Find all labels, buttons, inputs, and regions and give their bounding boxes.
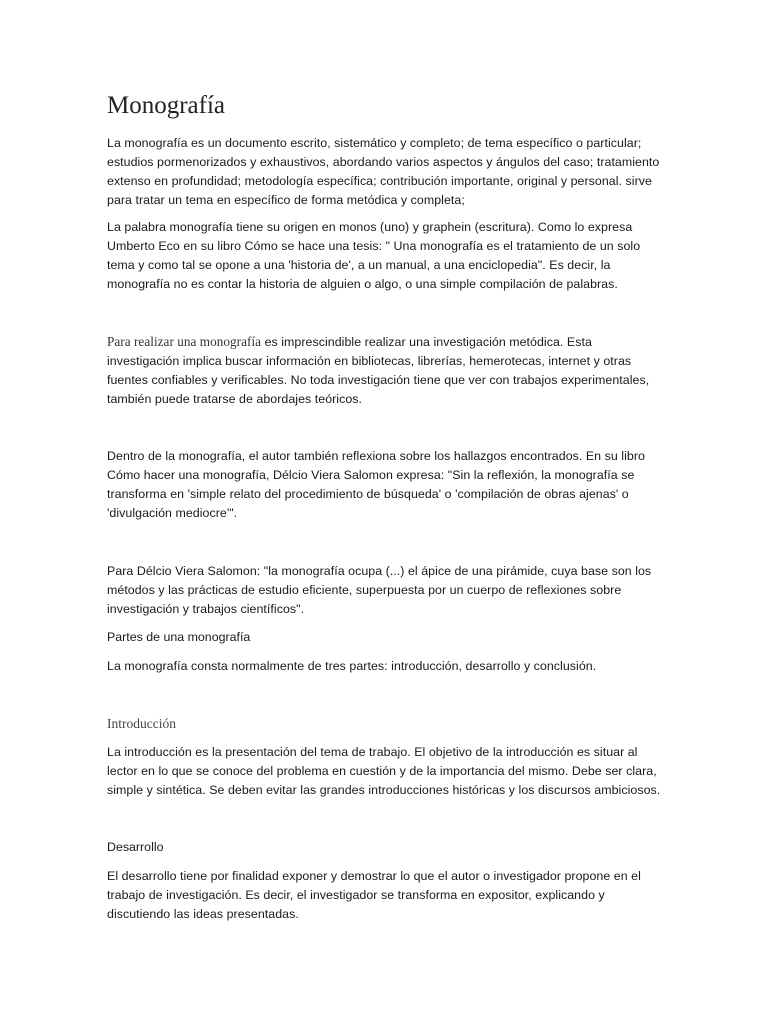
paragraph-etymology: La palabra monografía tiene su origen en monos (uno) y graphein (escritura). Como lo expresa Umberto Eco en su libro Cómo se hace una tesis: " Una monografía es el tratamiento de un solo tema y como tal se opone a una 'historia de', a un manual, a una enciclopedia". Es decir, la monografía no es contar la historia de alguien o algo, o una simple compilación de palabras. xyxy=(107,220,641,291)
paragraph-introduccion: La introducción es la presentación del tema de trabajo. El objetivo de la introducción es situar al lector en lo que se conoce del problema en cuestión y de la importancia del mismo. Debe ser clara, simple y sintética. Se deben evitar las grandes introducciones históricas y los discursos ambiciosos. xyxy=(107,745,661,797)
paragraph-research-body: es imprescindible realizar una investigación metódica. Esta investigación implica buscar información en bibliotecas, librerías, hemerotecas, internet y otras fuentes confiables y verificables. No toda investigación tiene que ver con trabajos experimentales, también puede tratarse de abordajes teóricos. xyxy=(107,335,650,406)
paragraph-research-lead: Para realizar una monografía xyxy=(107,334,262,349)
heading-introduccion: Introducción xyxy=(107,716,176,731)
paragraph-research xyxy=(107,332,667,409)
paragraph-desarrollo: El desarrollo tiene por finalidad exponer y demostrar lo que el autor o investigador propone en el trabajo de investigación. Es decir, el investigador se transforma en expositor, explicando y discutiendo las ideas presentadas. xyxy=(107,869,641,921)
paragraph-parts: La monografía consta normalmente de tres partes: introducción, desarrollo y conclusión. xyxy=(107,659,597,673)
paragraph-pyramid: Para Délcio Viera Salomon: "la monografía ocupa (...) el ápice de una pirámide, cuya base son los métodos y las prácticas de estudio eficiente, superpuesta por un cuerpo de reflexiones sobre investigación y trabajos científicos". xyxy=(107,564,652,616)
heading-partes: Partes de una monografía xyxy=(107,630,251,644)
paragraph-reflection: Dentro de la monografía, el autor también reflexiona sobre los hallazgos encontrados. En su libro Cómo hacer una monografía, Délcio Viera Salomon expresa: "Sin la reflexión, la monografía se transforma en 'simple relato del procedimiento de búsqueda' o 'compilación de obras ajenas' o 'divulgación mediocre'". xyxy=(107,449,645,520)
page-title: Monografía xyxy=(107,92,226,119)
paragraph-definition: La monografía es un documento escrito, sistemático y completo; de tema específico o particular; estudios pormenorizados y exhaustivos, abordando varios aspectos y ángulos del caso; tratamiento extenso en profundidad; metodología específica; contribución importante, original y personal. sirve para tratar un tema en específico de forma metódica y completa; xyxy=(107,136,660,207)
heading-desarrollo: Desarrollo xyxy=(107,840,164,854)
